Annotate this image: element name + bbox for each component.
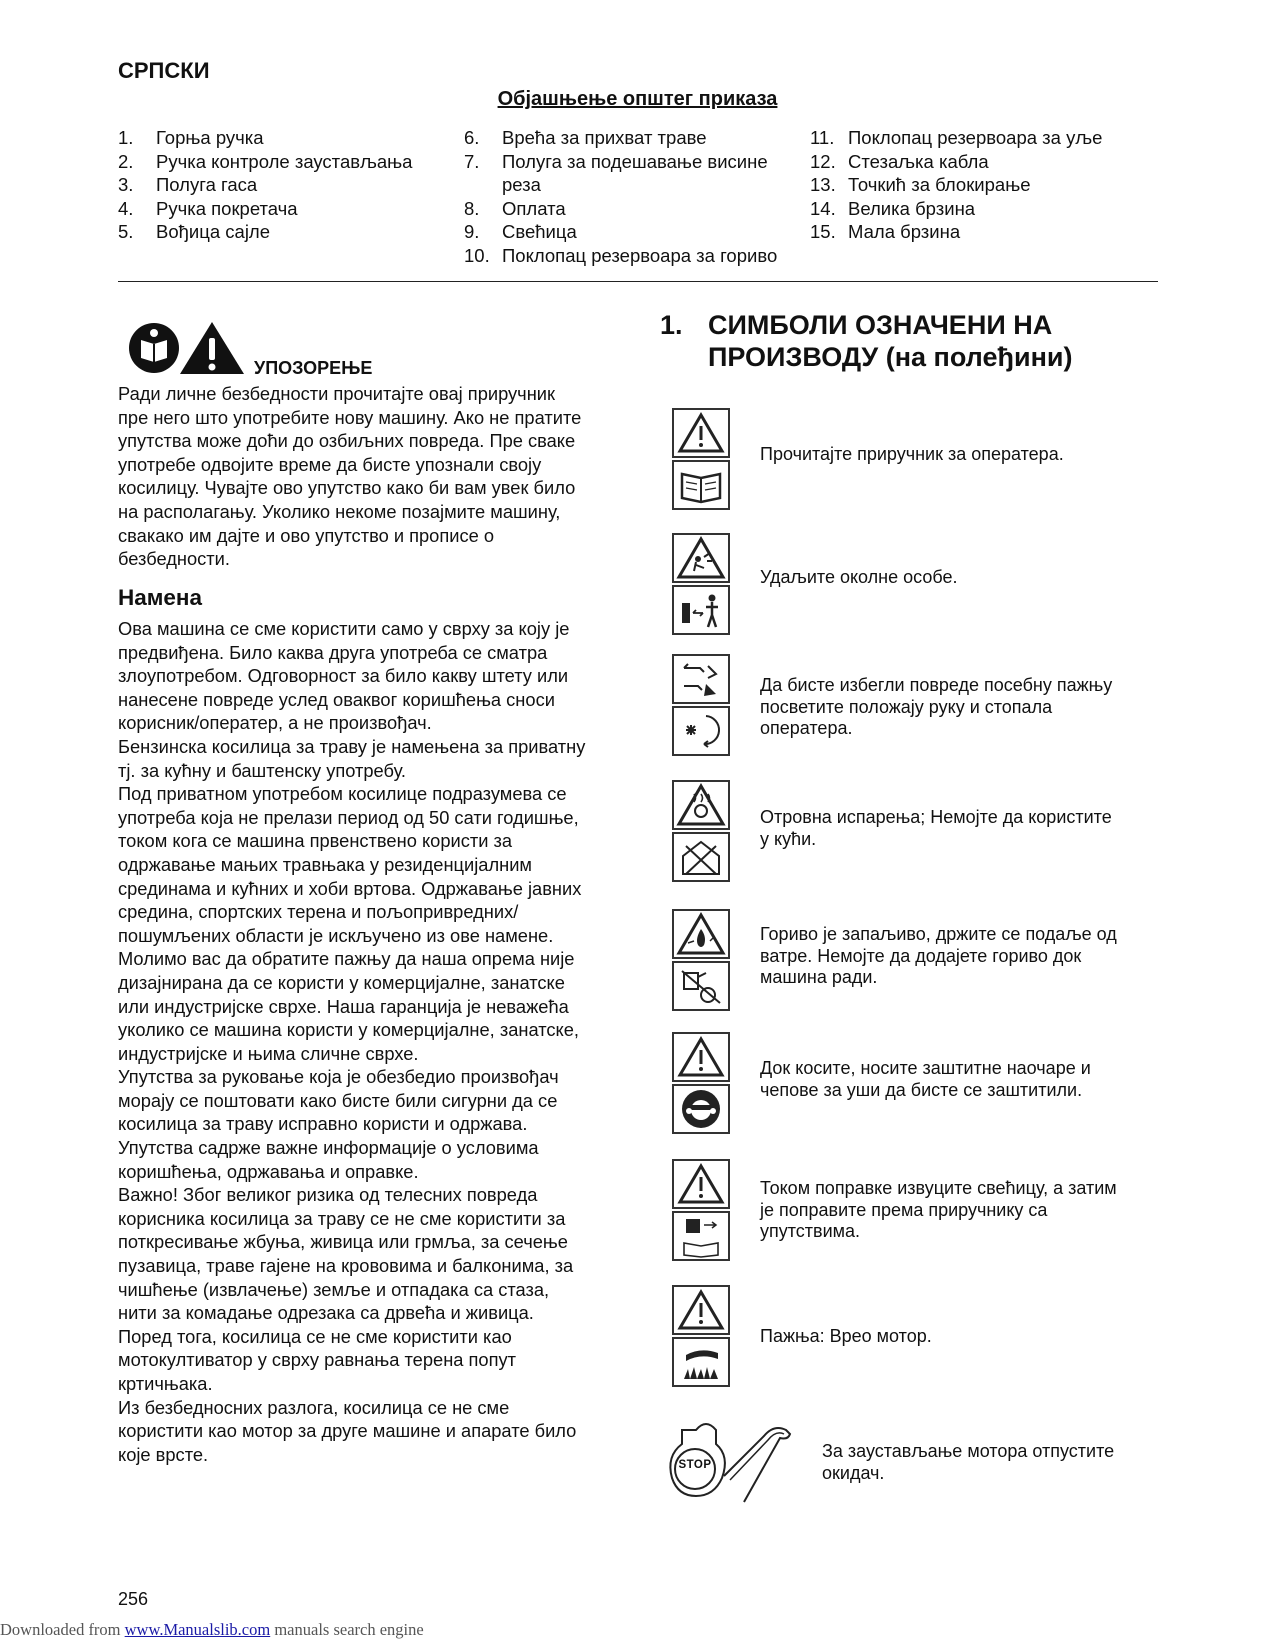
warning-triangle-icon — [180, 322, 244, 374]
symbol-text-stop: За заустављање мотора отпустите окидач. — [822, 1441, 1115, 1483]
list-item: 15. Мала брзина — [810, 221, 961, 242]
list-item: 5. Вођица сајле — [118, 221, 271, 242]
eye-ear-protection-icon — [674, 1086, 728, 1132]
list-item: 9. Свећица — [464, 221, 577, 242]
read-manual-icon — [129, 323, 179, 373]
list-item: 14. Велика брзина — [810, 197, 976, 219]
manualslib-link[interactable]: www.Manualslib.com — [124, 1620, 271, 1639]
thrown-objects-icon — [674, 535, 728, 581]
language-heading: СРПСКИ — [118, 58, 210, 83]
list-item: 4. Ручка покретача — [118, 197, 298, 219]
symbol-text-toxic-fumes: Отровна испарења; Немојте да користите у кући. — [760, 807, 1112, 849]
warning-triangle-icon — [674, 1287, 728, 1333]
page-number: 256 — [118, 1589, 149, 1609]
symbol-text-bystanders: Удаљите околне особе. — [760, 567, 958, 587]
download-footer: Downloaded from www.Manualslib.com manuals search engine — [0, 1620, 424, 1639]
list-item: 7. Полуга за подешавање висине — [464, 150, 768, 172]
symbol-text-read-manual: Прочитајте приручник за оператера. — [760, 444, 1064, 464]
stop-handle-illustration — [664, 1416, 814, 1511]
warning-icons — [128, 320, 246, 381]
purpose-text: Ова машина се сме користити само у сврху за коју је предвиђена. Било каква друга употреба се сматра злоупотребом. Одговорност за било какву штету или нанесене повреде услед оваквог коришћења сноси корисник/оператер, а не произвођач. Бензинска косилица за траву је намењена за приватну тј. за кућну и баштенску употребу. Под приватном употребом косилице подразумева се употреба која не прелази период од 50 сати годишње, током кога се машина првенствено користи за одржавање мањих травњака у резиденцијалним срединама и кућних и хоби вртова. Одржавање јавних средина, спортских терена и пољопривредних/ пошумљених области је искључено из ове намене. Молимо вас да обратите пажњу да наша опрема није дизајнирана да се користи у комерцијалне, занатске или индустријске сврхе. Наша гаранција је неважећа уколико се машина користи у комерцијалне, занатске, индустријске и њима сличне сврхе. Упутства за руковање која је обезбедио произвођач морају се поштовати како бисте били сигурни да се косилица за траву исправно користи и одржава. Упутства садрже важне информације о условима коришћења, одржавања и оправке. Важно! Због великог ризика од телесних повреда корисника косилица за траву се не сме користити за поткресивање жбуња, живица или грмља, за сечење пузавица, траве гајене на крововима и балконима, за чишћење (извлачење) земље и отпадака са стаза, нити за комадање одрезака са дрвећа и живица. Поред тога, косилица се не сме користити као мотокултиватор у сврху равнања терена попут кртичњака. Из безбедносних разлога, косилица се не сме користити као мотор за друге машине и апарате било које врсте. — [118, 618, 586, 1465]
open-book-icon — [674, 462, 728, 508]
toxic-fumes-icon — [674, 782, 728, 828]
symbol-text-spark-plug: Током поправке извуците свећицу, а затим је поправите према приручнику са упутствима. — [760, 1178, 1117, 1241]
keep-distance-icon — [674, 587, 728, 633]
spark-plug-manual-icon — [674, 1213, 728, 1259]
flammable-icon — [674, 911, 728, 957]
list-item: 3. Полуга гаса — [118, 174, 258, 195]
list-item: 1. Горња ручка — [118, 127, 264, 148]
warning-label: УПОЗОРЕЊЕ — [254, 358, 373, 378]
symbol-text-hands-feet: Да бисте избегли повреде посебну пажњу посветите положају руку и стопала оператера. — [760, 675, 1113, 738]
list-item: 11. Поклопац резервоара за уље — [810, 127, 1103, 148]
divider — [118, 281, 1158, 282]
symbol-text-flammable: Гориво је запаљиво, држите се подаље од ватре. Немојте да додајете гориво док машина ради. — [760, 924, 1117, 987]
overview-title: Објашњење општег приказа — [497, 88, 778, 110]
symbol-text-hot-engine: Пажња: Врео мотор. — [760, 1326, 932, 1346]
list-item: 12. Стезаљка кабла — [810, 150, 989, 172]
list-item: 6. Врећа за прихват траве — [464, 127, 707, 148]
warning-triangle-icon — [674, 410, 728, 456]
symbol-text-eye-ear: Док косите, носите заштитне наочаре и чепове за уши да бисте се заштитили. — [760, 1058, 1091, 1100]
list-item: реза — [502, 174, 541, 195]
warning-text: Ради личне безбедности прочитајте овај приручник пре него што употребите нову машину. Ако не пратите упутства може доћи до озбиљних повреда. Пре сваке употребе одвојите време да бисте упознали своју косилицу. Чувајте ово упутство како би вам увек било на располагању. Уколико некоме позајмите машину, свакако им дајте и ово упутство и прописе о безбедности. — [118, 383, 582, 570]
list-item: 13. Точкић за блокирање — [810, 174, 1031, 195]
no-refuel-running-icon — [674, 963, 728, 1009]
warning-triangle-icon — [674, 1161, 728, 1207]
hand-foot-injury-icon — [674, 656, 728, 702]
rotating-blade-icon — [674, 708, 728, 754]
list-item: 2. Ручка контроле заустављања — [118, 150, 413, 172]
no-indoor-use-icon — [674, 834, 728, 880]
warning-triangle-icon — [674, 1034, 728, 1080]
parts-list-col-2 — [464, 126, 804, 267]
parts-list-col-3 — [810, 126, 1140, 244]
stop-badge: STOP — [678, 1459, 712, 1471]
purpose-heading: Намена — [118, 585, 203, 610]
parts-list-col-1 — [118, 126, 438, 244]
list-item: 10. Поклопац резервоара за гориво — [464, 244, 778, 266]
hot-surface-icon — [674, 1339, 728, 1385]
list-item: 8. Оплата — [464, 197, 566, 219]
